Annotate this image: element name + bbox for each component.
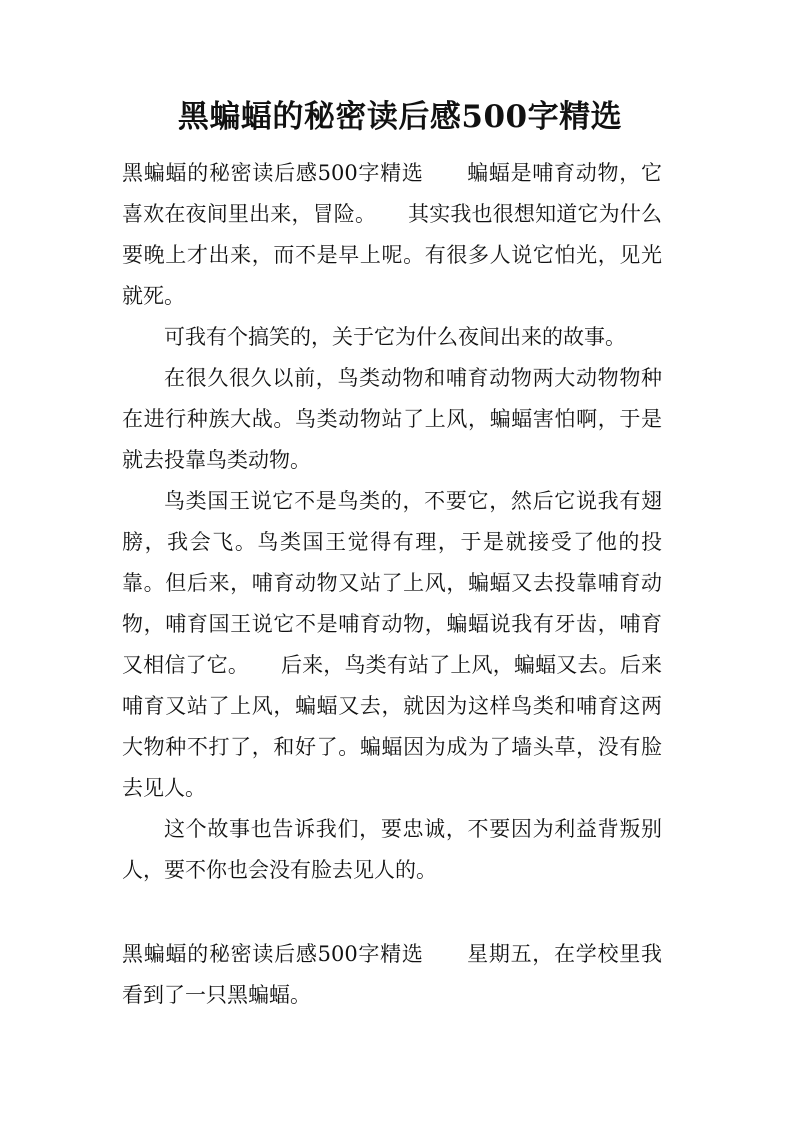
paragraph-story-intro: 可我有个搞笑的，关于它为什么夜间出来的故事。 [164, 325, 626, 349]
paragraph-intro: 黑蝙蝠的秘密读后感500字精选 蝙蝠是哺育动物，它喜欢在夜间里出来，冒险。 其实我也很想知道它为什么要晚上才出来，而不是早上呢。有很多人说它怕光，见光就死。 [122, 161, 662, 308]
document-title: 黑蝙蝠的秘密读后感500字精选 [177, 99, 623, 135]
document-body [122, 153, 662, 1016]
paragraph-betrayal: 鸟类国王说它不是鸟类的，不要它，然后它说我有翅膀，我会飞。鸟类国王觉得有理，于是就接受了他的投靠。但后来，哺育动物又站了上风，蝙蝠又去投靠哺育动物，哺育国王说它不是哺育动物，蝙蝠说我有牙齿，哺育又相信了它。 后来，鸟类有站了上风，蝙蝠又去。后来哺育又站了上风，蝙蝠又去，就因为这样鸟类和哺育这两大物种不打了，和好了。蝙蝠因为成为了墙头草，没有脸去见人。 [122, 489, 662, 800]
section-gap [122, 891, 662, 934]
paragraph-second-essay: 黑蝙蝠的秘密读后感500字精选 星期五，在学校里我看到了一只黑蝙蝠。 [122, 942, 662, 1007]
paragraph-war: 在很久很久以前，鸟类动物和哺育动物两大动物物种在进行种族大战。鸟类动物站了上风，蝙蝠害怕啊，于是就去投靠鸟类动物。 [122, 366, 662, 472]
paragraph-moral: 这个故事也告诉我们，要忠诚，不要因为利益背叛别人，要不你也会没有脸去见人的。 [122, 817, 662, 882]
